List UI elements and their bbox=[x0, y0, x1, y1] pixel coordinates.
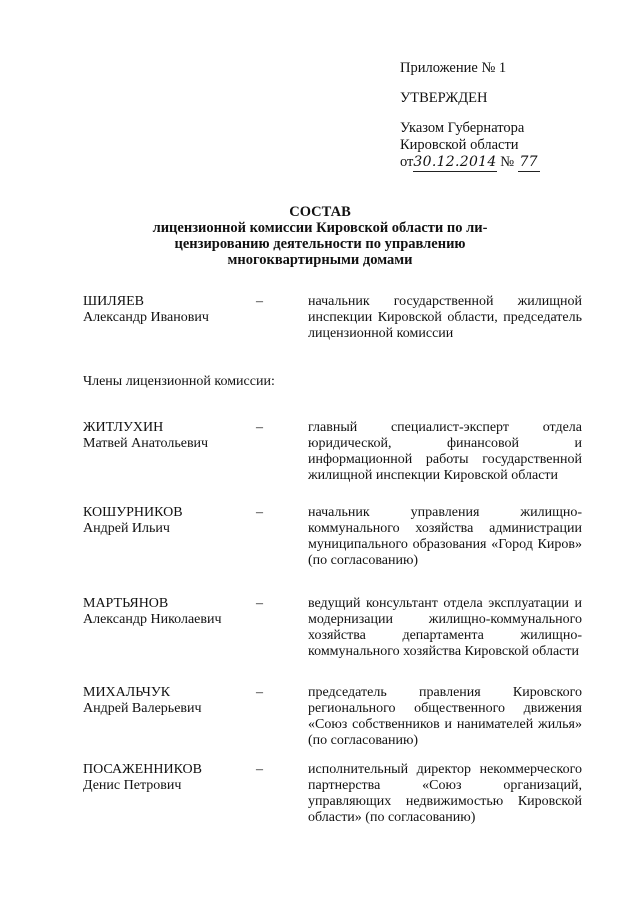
dash-separator: – bbox=[256, 505, 263, 520]
dash-separator: – bbox=[256, 420, 263, 435]
member-role: ведущий консультант отдела эксплуатации и модернизации жилищно-коммунального хозяйства департамента жилищно-коммунального хозяйства Кировской области bbox=[308, 596, 582, 659]
member-name bbox=[83, 596, 253, 628]
member-given-names: Александр Иванович bbox=[83, 310, 209, 325]
member-name bbox=[83, 505, 253, 537]
title-line-2: лицензионной комиссии Кировской области по ли- bbox=[152, 220, 488, 236]
member-given-names: Матвей Анатольевич bbox=[83, 436, 209, 451]
handwritten-date: 30.12.2014 bbox=[413, 154, 497, 170]
dash-separator: – bbox=[256, 685, 263, 700]
member-name bbox=[83, 762, 253, 794]
dash-separator: – bbox=[256, 596, 263, 611]
members-label: Члены лицензионной комиссии: bbox=[83, 374, 275, 389]
decree-date-line bbox=[400, 154, 600, 172]
member-given-names: Андрей Валерьевич bbox=[83, 701, 202, 716]
member-given-names: Александр Николаевич bbox=[83, 612, 222, 627]
member-surname: ПОСАЖЕННИКОВ bbox=[83, 762, 203, 777]
member-surname: МАРТЬЯНОВ bbox=[83, 596, 169, 611]
handwritten-number: 77 bbox=[519, 154, 538, 170]
title-line-1: СОСТАВ bbox=[289, 204, 351, 220]
title-line-4: многоквартирными домами bbox=[227, 252, 413, 268]
member-surname: КОШУРНИКОВ bbox=[83, 505, 183, 520]
member-role: председатель правления Кировского регионального общественного движения «Союз собственников и нанимателей жилья» (по согласованию) bbox=[308, 685, 582, 748]
member-role: начальник управления жилищно-коммунального хозяйства администрации муниципального образования «Город Киров» (по согласованию) bbox=[308, 505, 582, 568]
dash-separator: – bbox=[256, 762, 263, 777]
member-name bbox=[83, 294, 253, 326]
member-given-names: Андрей Ильич bbox=[83, 521, 170, 536]
member-name bbox=[83, 420, 253, 452]
title-line-3: цензированию деятельности по управлению bbox=[174, 236, 466, 252]
member-surname: ЖИТЛУХИН bbox=[83, 420, 164, 435]
approved-label: УТВЕРЖДЕН bbox=[400, 90, 488, 106]
member-surname: ШИЛЯЕВ bbox=[83, 294, 144, 309]
approval-block bbox=[400, 60, 600, 172]
from-prefix: от bbox=[400, 154, 414, 170]
member-given-names: Денис Петрович bbox=[83, 778, 182, 793]
decree-line-1: Указом Губернатора bbox=[400, 120, 525, 136]
document-title bbox=[120, 204, 520, 268]
dash-separator: – bbox=[256, 294, 263, 309]
member-role: исполнительный директор некоммерческого партнерства «Союз организаций, управляющих недвижимостью Кировской области» (по согласованию) bbox=[308, 762, 582, 825]
member-role: главный специалист-эксперт отдела юридической, финансовой и информационной работы государственной жилищной инспекции Кировской области bbox=[308, 420, 582, 483]
number-prefix: № bbox=[500, 154, 515, 170]
member-role: начальник государственной жилищной инспекции Кировской области, председатель лицензионной комиссии bbox=[308, 294, 582, 341]
appendix-label: Приложение № 1 bbox=[400, 60, 507, 76]
decree-line-2: Кировской области bbox=[400, 137, 519, 153]
member-surname: МИХАЛЬЧУК bbox=[83, 685, 171, 700]
member-name bbox=[83, 685, 253, 717]
